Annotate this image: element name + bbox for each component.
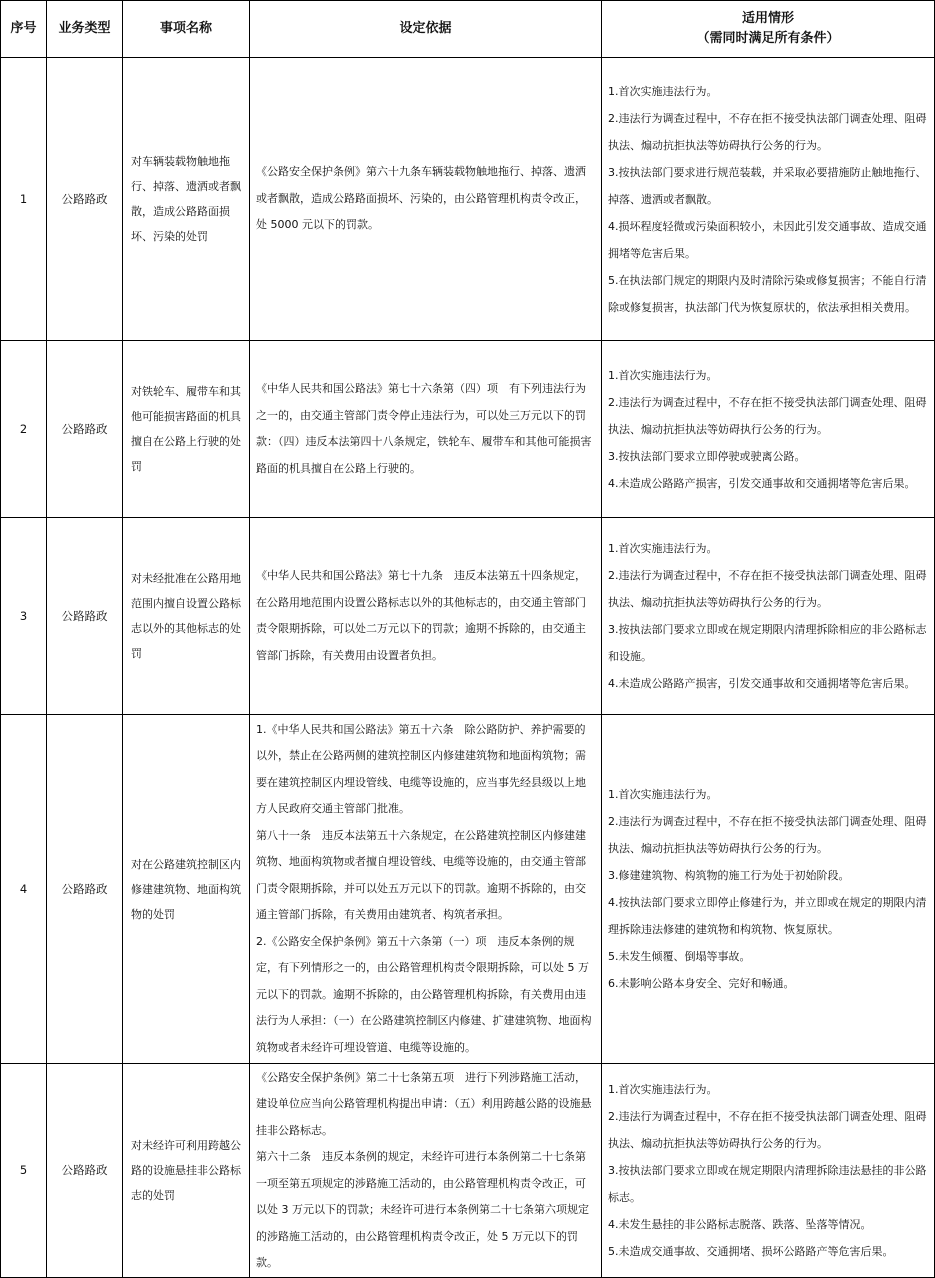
- legal-basis-paragraph: 《中华人民共和国公路法》第七十九条 违反本法第五十四条规定，在公路用地范围内设置公路标志以外的其他标志的，由交通主管部门责令限期拆除，可以处二万元以下的罚款；逾期不拆除的，由交通主管部门拆除，有关费用由设置者负担。: [256, 569, 586, 662]
- header-conditions-title: 适用情形: [741, 11, 794, 26]
- condition-item: 5.未发生倾覆、倒塌等事故。: [608, 950, 751, 963]
- legal-basis: [250, 341, 602, 518]
- row-number: 1: [1, 58, 47, 341]
- condition-item: 2.违法行为调查过程中，不存在拒不接受执法部门调查处理、阻碍执法、煽动抗拒执法等妨碍执行公务的行为。: [608, 395, 927, 436]
- legal-basis: [250, 1064, 602, 1278]
- item-name: 对车辆装载物触地拖行、掉落、遗洒或者飘散，造成公路路面损坏、污染的处罚: [123, 58, 250, 341]
- item-name: 对未经许可利用跨越公路的设施悬挂非公路标志的处罚: [123, 1064, 250, 1278]
- condition-item: 4.未造成公路路产损害，引发交通事故和交通拥堵等危害后果。: [608, 677, 916, 690]
- row-number: 2: [1, 341, 47, 518]
- legal-basis-paragraph: 《公路安全保护条例》第二十七条第五项 进行下列涉路施工活动，建设单位应当向公路管理机构提出申请：（五）利用跨越公路的设施悬挂非公路标志。: [256, 1070, 592, 1137]
- condition-item: 5.在执法部门规定的期限内及时清除污染或修复损害；不能自行清除或修复损害，执法部门代为恢复原状的，依法承担相关费用。: [608, 273, 927, 314]
- header-conditions: [602, 1, 935, 58]
- condition-item: 2.违法行为调查过程中，不存在拒不接受执法部门调查处理、阻碍执法、煽动抗拒执法等妨碍执行公务的行为。: [608, 111, 927, 152]
- condition-item: 6.未影响公路本身安全、完好和畅通。: [608, 977, 795, 990]
- header-name: 事项名称: [123, 1, 250, 58]
- condition-item: 3.按执法部门要求立即或在规定期限内清理拆除相应的非公路标志和设施。: [608, 623, 927, 663]
- condition-item: 4.未发生悬挂的非公路标志脱落、跌落、坠落等情况。: [608, 1218, 872, 1231]
- condition-item: 1.首次实施违法行为。: [608, 788, 718, 801]
- business-type: 公路路政: [47, 715, 123, 1064]
- legal-basis: [250, 715, 602, 1064]
- condition-item: 4.按执法部门要求立即停止修建行为，并立即或在规定的期限内清理拆除违法修建的建筑物和构筑物、恢复原状。: [608, 896, 927, 936]
- table-row: [1, 1064, 935, 1278]
- table-row: [1, 341, 935, 518]
- legal-basis-paragraph: 2.《公路安全保护条例》第五十六条第（一）项 违反本条例的规定，有下列情形之一的，由公路管理机构责令限期拆除，可以处 5 万元以下的罚款。逾期不拆除的，由公路管理机构拆除，有关费用由违法行为人承担：（一）在公路建筑控制区内修建、扩建建筑物、地面构筑物或者未经许可埋设管道、电缆等设施的。: [256, 934, 592, 1054]
- business-type: 公路路政: [47, 1064, 123, 1278]
- condition-item: 3.按执法部门要求进行规范装载，并采取必要措施防止触地拖行、掉落、遗洒或者飘散。: [608, 165, 927, 206]
- condition-item: 1.首次实施违法行为。: [608, 368, 718, 382]
- condition-item: 2.违法行为调查过程中，不存在拒不接受执法部门调查处理、阻碍执法、煽动抗拒执法等妨碍执行公务的行为。: [608, 815, 927, 855]
- business-type: 公路路政: [47, 58, 123, 341]
- condition-item: 1.首次实施违法行为。: [608, 1083, 718, 1096]
- condition-item: 5.未造成交通事故、交通拥堵、损坏公路路产等危害后果。: [608, 1245, 894, 1258]
- header-type: 业务类型: [47, 1, 123, 58]
- condition-item: 4.未造成公路路产损害，引发交通事故和交通拥堵等危害后果。: [608, 476, 916, 490]
- item-name: 对未经批准在公路用地范围内擅自设置公路标志以外的其他标志的处罚: [123, 518, 250, 715]
- business-type: 公路路政: [47, 518, 123, 715]
- legal-basis-paragraph: 《中华人民共和国公路法》第七十六条第（四）项 有下列违法行为之一的，由交通主管部门责令停止违法行为，可以处三万元以下的罚款：（四）违反本法第四十八条规定，铁轮车、履带车和其他可能损害路面的机具擅自在公路上行驶的。: [256, 382, 592, 475]
- condition-item: 2.违法行为调查过程中，不存在拒不接受执法部门调查处理、阻碍执法、煽动抗拒执法等妨碍执行公务的行为。: [608, 569, 927, 609]
- legal-basis-paragraph: 《公路安全保护条例》第六十九条车辆装载物触地拖行、掉落、遗洒或者飘散，造成公路路面损坏、污染的，由公路管理机构责令改正，处 5000 元以下的罚款。: [256, 165, 586, 232]
- table-row: [1, 518, 935, 715]
- condition-item: 1.首次实施违法行为。: [608, 542, 718, 555]
- item-name: 对铁轮车、履带车和其他可能损害路面的机具擅自在公路上行驶的处罚: [123, 341, 250, 518]
- header-no: 序号: [1, 1, 47, 58]
- condition-item: 4.损坏程度轻微或污染面积较小，未因此引发交通事故、造成交通拥堵等危害后果。: [608, 219, 927, 260]
- applicable-conditions: [602, 715, 935, 1064]
- item-name: 对在公路建筑控制区内修建建筑物、地面构筑物的处罚: [123, 715, 250, 1064]
- condition-item: 3.按执法部门要求立即或在规定期限内清理拆除违法悬挂的非公路标志。: [608, 1164, 927, 1204]
- applicable-conditions: [602, 518, 935, 715]
- header-basis: 设定依据: [250, 1, 602, 58]
- header-conditions-subtitle: （需同时满足所有条件）: [696, 31, 840, 46]
- applicable-conditions: [602, 1064, 935, 1278]
- condition-item: 1.首次实施违法行为。: [608, 84, 718, 98]
- header-row: [1, 1, 935, 58]
- condition-item: 2.违法行为调查过程中，不存在拒不接受执法部门调查处理、阻碍执法、煽动抗拒执法等妨碍执行公务的行为。: [608, 1110, 927, 1150]
- table-row: [1, 715, 935, 1064]
- applicable-conditions: [602, 58, 935, 341]
- row-number: 3: [1, 518, 47, 715]
- condition-item: 3.按执法部门要求立即停驶或驶离公路。: [608, 449, 806, 463]
- business-type: 公路路政: [47, 341, 123, 518]
- legal-basis: [250, 518, 602, 715]
- legal-basis-paragraph: 1.《中华人民共和国公路法》第五十六条 除公路防护、养护需要的以外，禁止在公路两侧的建筑控制区内修建建筑物和地面构筑物；需要在建筑控制区内埋设管线、电缆等设施的，应当事先经县级以上地方人民政府交通主管部门批准。: [256, 722, 586, 816]
- legal-basis: [250, 58, 602, 341]
- legal-basis-paragraph: 第八十一条 违反本法第五十六条规定，在公路建筑控制区内修建建筑物、地面构筑物或者擅自埋设管线、电缆等设施的，由交通主管部门责令限期拆除，并可以处五万元以下的罚款。逾期不拆除的，由交通主管部门拆除，有关费用由建筑者、构筑者承担。: [256, 828, 586, 922]
- row-number: 5: [1, 1064, 47, 1278]
- condition-item: 3.修建建筑物、构筑物的施工行为处于初始阶段。: [608, 869, 850, 882]
- row-number: 4: [1, 715, 47, 1064]
- legal-basis-paragraph: 第六十二条 违反本条例的规定，未经许可进行本条例第二十七条第一项至第五项规定的涉路施工活动的，由公路管理机构责令改正，可以处 3 万元以下的罚款；未经许可进行本条例第二十七条第六项规定的涉路施工活动的，由公路管理机构责令改正，处 5 万元以下的罚款。: [256, 1150, 589, 1269]
- table-row: [1, 58, 935, 341]
- applicable-conditions: [602, 341, 935, 518]
